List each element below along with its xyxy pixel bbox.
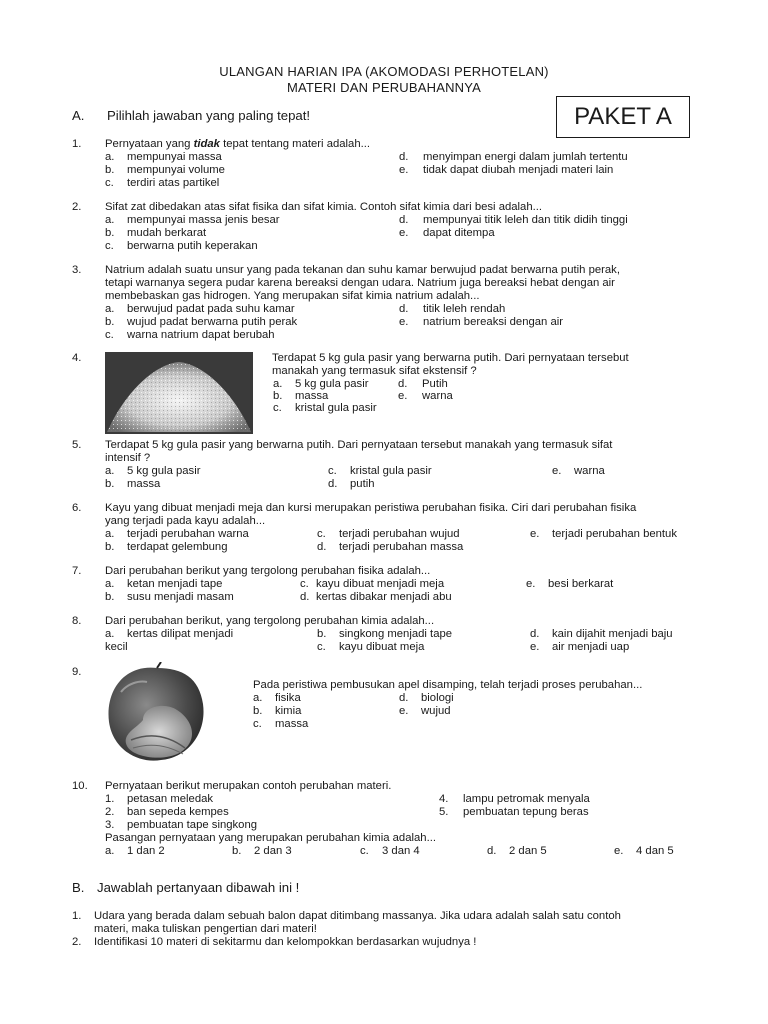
q7-option-c: c. kayu dibuat menjadi meja: [300, 578, 445, 590]
q6-text-line-1: Kayu yang dibuat menjadi meja dan kursi merupakan peristiwa perubahan fisika. Ciri dari perubahan fisika: [105, 502, 637, 514]
q4-option-e: e. warna: [398, 390, 453, 402]
q7-option-e: e. besi berkarat: [526, 578, 614, 590]
q1-option-c: c. terdiri atas partikel: [105, 177, 220, 189]
b2-text: Identifikasi 10 materi di sekitarmu dan kelompokkan berdasarkan wujudnya !: [94, 936, 477, 948]
q7-option-d: d. kertas dibakar menjadi abu: [300, 591, 452, 603]
q1-option-e: e. tidak dapat diubah menjadi materi lain: [399, 164, 614, 176]
q10-item-5: 5. pembuatan tepung beras: [439, 806, 589, 818]
q8-option-b: b. singkong menjadi tape: [317, 628, 453, 640]
q1-option-d: d. menyimpan energi dalam jumlah tertentu: [399, 151, 628, 163]
q7-option-a: a. ketan menjadi tape: [105, 578, 223, 590]
q6-option-b: b. terdapat gelembung: [105, 541, 228, 553]
q6-option-a: a. terjadi perubahan warna: [105, 528, 249, 540]
q9-number: 9.: [72, 666, 82, 678]
q4-option-c: c. kristal gula pasir: [273, 402, 377, 414]
q6-option-d: d. terjadi perubahan massa: [317, 541, 464, 553]
q3-text-line-2: tetapi warnanya segera pudar karena bereaksi dengan udara. Natrium juga bereaksi hebat dengan air: [105, 277, 615, 289]
exam-subtitle: MATERI DAN PERUBAHANNYA: [286, 80, 482, 95]
q8-option-a-cont: kecil: [105, 641, 128, 653]
q5-text-line-1: Terdapat 5 kg gula pasir yang berwarna putih. Dari pernyataan tersebut manakah yang termasuk sifat: [105, 439, 613, 451]
exam-title: ULANGAN HARIAN IPA (AKOMODASI PERHOTELAN): [219, 64, 549, 79]
q3-text-line-3: membebaskan gas hidrogen. Yang merupakan sifat kimia natrium adalah...: [105, 290, 480, 302]
q1-option-b: b. mempunyai volume: [105, 164, 225, 176]
q1-text: Pernyataan yang tidak tepat tentang materi adalah...: [105, 138, 371, 150]
q2-option-a: a. mempunyai massa jenis besar: [105, 214, 280, 226]
q1-option-a: a. mempunyai massa: [105, 151, 222, 163]
q6-text-line-2: yang terjadi pada kayu adalah...: [105, 515, 266, 527]
sugar-pile-photo: [105, 352, 253, 434]
q3-option-d: d. titik leleh rendah: [399, 303, 506, 315]
rotten-apple-photo: [103, 662, 211, 766]
section-a-letter: A.: [72, 108, 85, 123]
q9-text: Pada peristiwa pembusukan apel disamping, telah terjadi proses perubahan...: [253, 679, 643, 691]
q4-number: 4.: [72, 352, 82, 364]
q5-option-c: c. kristal gula pasir: [328, 465, 432, 477]
q10-item-3: 3. pembuatan tape singkong: [105, 819, 258, 831]
q5-option-e: e. warna: [552, 465, 605, 477]
q4-option-a: a. 5 kg gula pasir: [273, 378, 369, 390]
q10-item-2: 2. ban sepeda kempes: [105, 806, 229, 818]
q3-text-line-1: Natrium adalah suatu unsur yang pada tekanan dan suhu kamar berwujud padat berwarna putih perak,: [105, 264, 620, 276]
q8-option-a: a. kertas dilipat menjadi: [105, 628, 234, 640]
q10-option-b: b. 2 dan 3: [232, 845, 292, 857]
q5-text-line-2: intensif ?: [105, 452, 151, 464]
q3-option-a: a. berwujud padat pada suhu kamar: [105, 303, 295, 315]
q2-option-d: d. mempunyai titik leleh dan titik didih tinggi: [399, 214, 628, 226]
q10-option-a: a. 1 dan 2: [105, 845, 165, 857]
b1-text-line-2: materi, maka tuliskan pengertian dari materi!: [94, 923, 317, 935]
b1-text-line-1: Udara yang berada dalam sebuah balon dapat ditimbang massanya. Jika udara adalah salah satu contoh: [94, 910, 621, 922]
q2-option-c: c. berwarna putih keperakan: [105, 240, 258, 252]
section-b-title: Jawablah pertanyaan dibawah ini !: [97, 880, 300, 895]
q9-option-c: c. massa: [253, 718, 309, 730]
q8-text: Dari perubahan berikut, yang tergolong perubahan kimia adalah...: [105, 615, 435, 627]
q2-text: Sifat zat dibedakan atas sifat fisika dan sifat kimia. Contoh sifat kimia dari besi adalah...: [105, 201, 543, 213]
q8-option-d: d. kain dijahit menjadi baju: [530, 628, 673, 640]
q10-number: 10.: [72, 780, 88, 792]
q8-option-c: c. kayu dibuat meja: [317, 641, 425, 653]
q9-option-a: a. fisika: [253, 692, 301, 704]
q4-option-d: d. Putih: [398, 378, 448, 390]
q2-number: 2.: [72, 201, 82, 213]
q9-option-e: e. wujud: [399, 705, 451, 717]
q2-option-b: b. mudah berkarat: [105, 227, 207, 239]
q4-option-b: b. massa: [273, 390, 329, 402]
q10-option-e: e. 4 dan 5: [614, 845, 674, 857]
q3-number: 3.: [72, 264, 82, 276]
q5-option-a: a. 5 kg gula pasir: [105, 465, 201, 477]
q7-number: 7.: [72, 565, 82, 577]
section-b-letter: B.: [72, 880, 85, 895]
section-a-title: Pilihlah jawaban yang paling tepat!: [107, 108, 311, 123]
q4-text-line-2: manakah yang termasuk sifat ekstensif ?: [272, 365, 477, 377]
q1-emphasis: tidak: [193, 138, 220, 150]
q5-option-b: b. massa: [105, 478, 161, 490]
q10-item-1: 1. petasan meledak: [105, 793, 214, 805]
q9-option-b: b. kimia: [253, 705, 302, 717]
q10-option-c: c. 3 dan 4: [360, 845, 420, 857]
q8-number: 8.: [72, 615, 82, 627]
q10-question: Pasangan pernyataan yang merupakan perubahan kimia adalah...: [105, 832, 436, 844]
q5-number: 5.: [72, 439, 82, 451]
b2-number: 2.: [72, 936, 82, 948]
q9-option-d: d. biologi: [399, 692, 454, 704]
q1-number: 1.: [72, 138, 82, 150]
paket-badge: PAKET A: [556, 96, 690, 138]
q3-option-c: c. warna natrium dapat berubah: [105, 329, 275, 341]
q8-option-e: e. air menjadi uap: [530, 641, 630, 653]
q6-option-e: e. terjadi perubahan bentuk: [530, 528, 677, 540]
q3-option-e: e. natrium bereaksi dengan air: [399, 316, 564, 328]
q7-text: Dari perubahan berikut yang tergolong perubahan fisika adalah...: [105, 565, 431, 577]
q10-option-d: d. 2 dan 5: [487, 845, 547, 857]
q7-option-b: b. susu menjadi masam: [105, 591, 234, 603]
q4-text-line-1: Terdapat 5 kg gula pasir yang berwarna putih. Dari pernyataan tersebut: [272, 352, 629, 364]
q10-text: Pernyataan berikut merupakan contoh perubahan materi.: [105, 780, 392, 792]
q5-option-d: d. putih: [328, 478, 375, 490]
q6-option-c: c. terjadi perubahan wujud: [317, 528, 460, 540]
q3-option-b: b. wujud padat berwarna putih perak: [105, 316, 298, 328]
q10-item-4: 4. lampu petromak menyala: [439, 793, 590, 805]
q6-number: 6.: [72, 502, 82, 514]
q2-option-e: e. dapat ditempa: [399, 227, 495, 239]
b1-number: 1.: [72, 910, 82, 922]
